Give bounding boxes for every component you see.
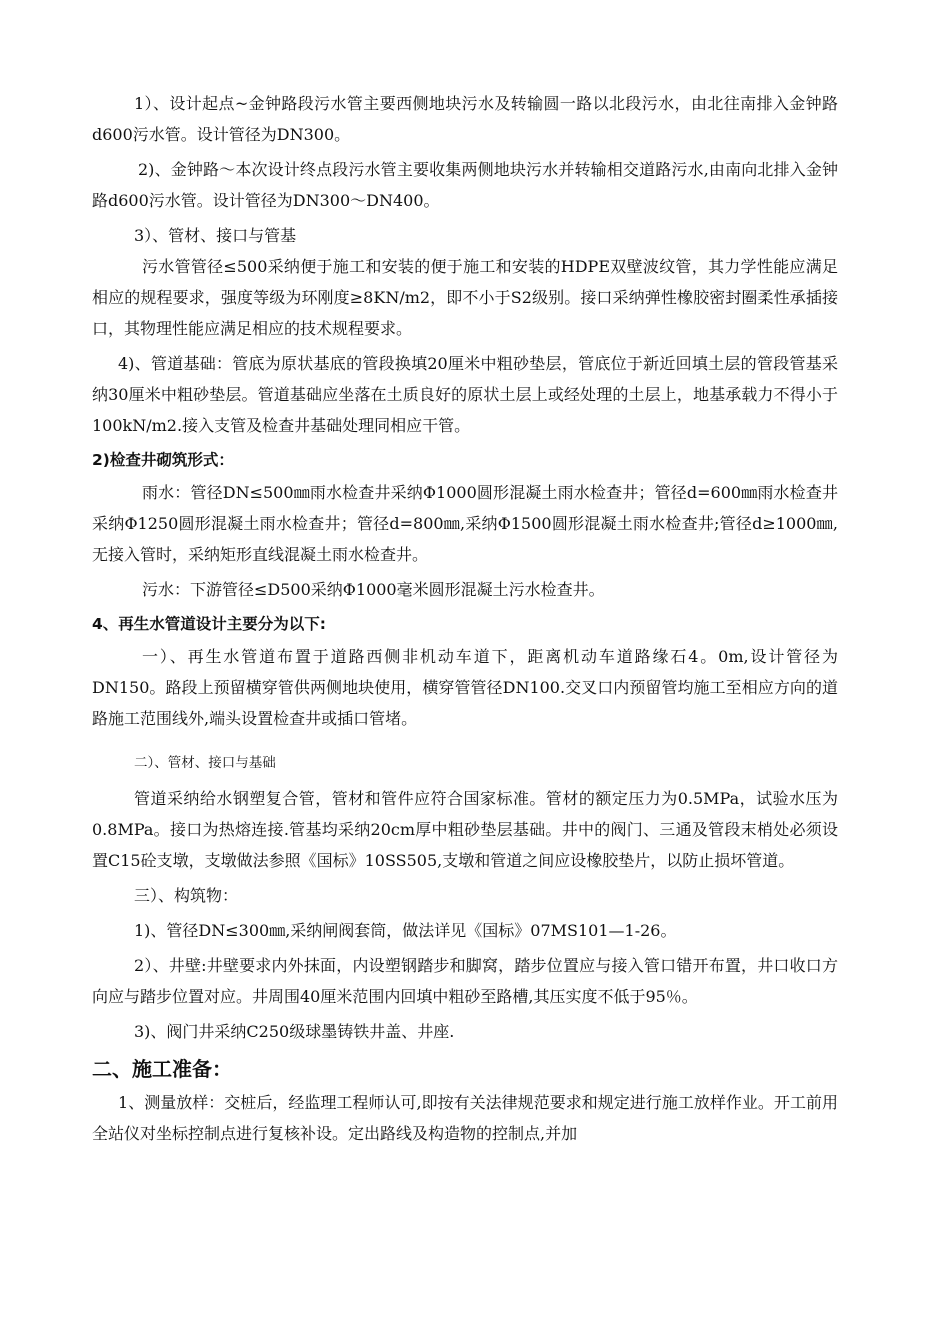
heading-manhole-construction: 2)检查井砌筑形式： (92, 451, 234, 469)
paragraph-valve-cover: 3)、阀门井采纳C250级球墨铸铁井盖、井座. (134, 1022, 455, 1041)
paragraph-sewage-manhole: 污水：下游管径≤D500采纳Φ1000毫米圆形混凝土污水检查井。 (142, 580, 605, 599)
paragraph-sewer-section-1: 1）、设计起点~金钟路段污水管主要西侧地块污水及转输圆一路以北段污水，由北往南排入金钟路d600污水管。设计管径为DN300。 (92, 94, 838, 144)
paragraph-material-foundation-heading: 二）、管材、接口与基础 (134, 755, 276, 771)
paragraph-reclaimed-layout: 一）、再生水管道布置于道路西侧非机动车道下，距离机动车道路缘石4。0m,设计管径为DN150。路段上预留横穿管供两侧地块使用，横穿管管径DN100.交叉口内预留管均施工至相应方向的道路施工范围线外,端头设置检查井或插口管堵。 (92, 647, 838, 728)
paragraph-reclaimed-material: 管道采纳给水钢塑复合管，管材和管件应符合国家标准。管材的额定压力为0.5MPa，试验水压为0.8MPa。接口为热熔连接.管基均采纳20cm厚中粗砂垫层基础。井中的阀门、三通及管段末梢处必须设置C15砼支墩，支墩做法参照《国标》10SS505,支墩和管道之间应设橡胶垫片，以防止损坏管道。 (92, 789, 838, 870)
paragraph-structures-heading: 三）、构筑物： (134, 886, 239, 905)
paragraph-valve-sleeve: 1)、管径DN≤300㎜,采纳闸阀套筒，做法详见《国标》07MS101—1-26。 (134, 921, 677, 940)
paragraph-pipe-foundation: 4)、管道基础：管底为原状基底的管段换填20厘米中粗砂垫层，管底位于新近回填土层的管段管基采纳30厘米中粗砂垫层。管道基础应坐落在土质良好的原状土层上或经处理的土层上，地基承载力不得小于100kN/m2.接入支管及检查井基础处理同相应干管。 (92, 354, 838, 435)
heading-reclaimed-water: 4、再生水管道设计主要分为以下: (92, 615, 326, 633)
paragraph-well-wall: 2）、井壁:井壁要求内外抹面，内设塑钢踏步和脚窝，踏步位置应与接入管口错开布置，井口收口方向应与踏步位置对应。井周围40厘米范围内回填中粗砂至路槽,其压实度不低于95％。 (92, 956, 838, 1006)
paragraph-rain-manhole: 雨水：管径DN≤500㎜雨水检查井采纳Φ1000圆形混凝土雨水检查井；管径d=600㎜雨水检查井采纳Φ1250圆形混凝土雨水检查井；管径d=800㎜,采纳Φ1500圆形混凝土雨水检查井;管径d≥1000㎜,无接入管时，采纳矩形直线混凝土雨水检查井。 (92, 483, 838, 564)
heading-construction-preparation: 二、施工准备： (92, 1057, 232, 1081)
document-page (92, 88, 838, 1153)
paragraph-survey-layout: 1、测量放样：交桩后，经监理工程师认可,即按有关法律规范要求和规定进行施工放样作业。开工前用全站仪对坐标控制点进行复核补设。定出路线及构造物的控制点,并加 (92, 1093, 838, 1143)
paragraph-pipe-material-heading: 3）、管材、接口与管基 (134, 226, 297, 245)
paragraph-sewer-section-2: 2)、金钟路～本次设计终点段污水管主要收集两侧地块污水并转输相交道路污水,由南向北排入金钟路d600污水管。设计管径为DN300～DN400。 (92, 160, 838, 210)
paragraph-pipe-material: 污水管管径≤500采纳便于施工和安装的便于施工和安装的HDPE双壁波纹管，其力学性能应满足相应的规程要求，强度等级为环刚度≥8KN/m2，即不小于S2级别。接口采纳弹性橡胶密封圈柔性承插接口，其物理性能应满足相应的技术规程要求。 (92, 257, 838, 338)
